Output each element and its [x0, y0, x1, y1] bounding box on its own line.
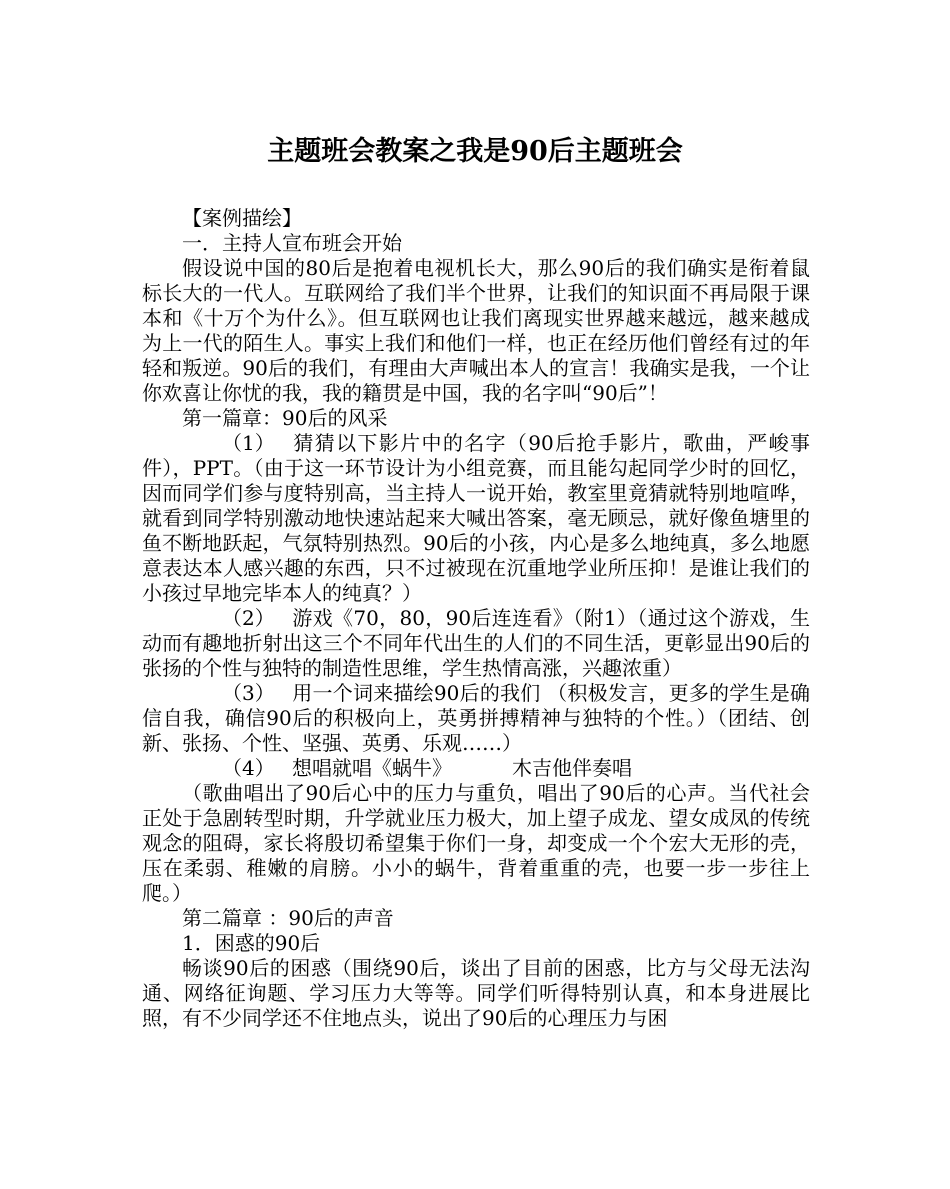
- document-title: 主题班会教案之我是90后主题班会: [267, 136, 683, 167]
- item-number: （3）: [222, 681, 275, 705]
- list-item: [142, 681, 810, 756]
- section-heading-case: 【案例描绘】: [182, 206, 302, 230]
- list-item: [142, 756, 810, 781]
- item-text: 想唱就唱《蜗牛》: [292, 756, 452, 780]
- item-text: 猜猜以下影片中的名字（90后抢手影片，歌曲，严峻事件），PPT。（由于这一环节设计为小组竞赛，而且能勾起同学少时的回忆，因而同学们参与度特别高，当主持人一说开始，教室里竟猜就特别地喧哗，就看到同学特别激动地快速站起来大喊出答案，毫无顾忌，就好像鱼塘里的鱼不断地跃起，气氛特别热烈。90后的小孩，内心是多么地纯真，多么地愿意表达本人感兴趣的东西，只不过被现在沉重地学业所压抑！是谁让我们的小孩过早地完毕本人的纯真？）: [142, 431, 810, 605]
- item-text: 用一个词来描绘90后的我们 （积极发言，更多的学生是确信自我，确信90后的积极向上，英勇拼搏精神与独特的个性。）（团结、创新、张扬、个性、坚强、英勇、乐观……）: [142, 681, 810, 755]
- item-number: （4）: [222, 756, 275, 780]
- discussion-paragraph: 畅谈90后的困惑（围绕90后，谈出了目前的困惑，比方与父母无法沟通、网络征询题、学习压力大等等。同学们听得特别认真，和本身进展比照，有不少同学还不住地点头，说出了90后的心理压力与困: [142, 956, 810, 1030]
- document-body: [142, 206, 810, 1031]
- step-heading: 一．主持人宣布班会开始: [182, 231, 402, 255]
- subheading: 1．困惑的90后: [182, 931, 321, 955]
- list-item: [142, 606, 810, 681]
- chapter-heading-1: 第一篇章：90后的风采: [182, 406, 388, 430]
- list-item: [142, 431, 810, 606]
- item-number: （2）: [222, 606, 275, 630]
- intro-paragraph: 假设说中国的80后是抱着电视机长大，那么90后的我们确实是衔着鼠标长大的一代人。互联网给了我们半个世界，让我们的知识面不再局限于课本和《十万个为什么》。但互联网也让我们离现实世界越来越远，越来越成为上一代的陌生人。事实上我们和他们一样，也正在经历他们曾经有过的年轻和叛逆。90后的我们，有理由大声喊出本人的宣言！我确实是我，一个让你欢喜让你忧的我，我的籍贯是中国，我的名字叫“90后”！: [142, 256, 810, 405]
- song-commentary: （歌曲唱出了90后心中的压力与重负，唱出了90后的心声。当代社会正处于急剧转型时期，升学就业压力极大，加上望子成龙、望女成凤的传统观念的阻碍，家长将殷切希望集于你们一身，却变成一个个宏大无形的壳，压在柔弱、稚嫩的肩膀。小小的蜗牛，背着重重的壳，也要一步一步往上爬。）: [142, 781, 810, 905]
- item-extra: 木吉他伴奏唱: [512, 756, 632, 780]
- item-number: （1）: [222, 431, 275, 455]
- item-text: 游戏《70，80，90后连连看》（附1）（通过这个游戏，生动而有趣地折射出这三个不同年代出生的人们的不同生活，更彰显出90后的张扬的个性与独特的制造性思维，学生热情高涨，兴趣浓重）: [142, 606, 810, 680]
- chapter-heading-2: 第二篇章 ：90后的声音: [182, 906, 394, 930]
